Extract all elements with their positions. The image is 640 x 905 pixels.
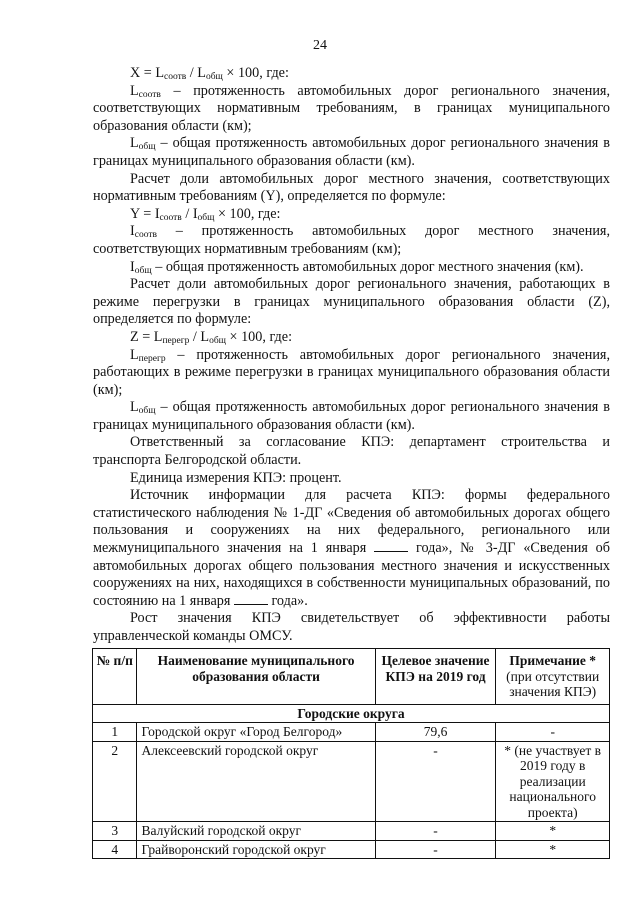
cell-num: 3 [93, 822, 137, 841]
definition-l-obsch: $L_{общ}$ – общая протяженность автомобильных дорог регионального значения в границах муниципального образования области (км). [93, 135, 610, 169]
formula-z: $Z = L_{перегр} / L_{общ} \times 100$, где: [130, 328, 293, 346]
cell-note: * (не участвует в 2019 году в реализации национального проекта) [496, 741, 610, 822]
cell-name: Алексеевский городской округ [137, 741, 375, 822]
cell-target: - [375, 840, 496, 859]
cell-target: - [375, 822, 496, 841]
definition-l-peregr: $L_{перегр}$ – протяженность автомобильных дорог регионального значения, работающих в режиме перегрузки в границах муниципального образования области (км); [93, 346, 610, 398]
paragraph-unit: Единица измерения КПЭ: процент. [130, 469, 342, 486]
blank-line [234, 593, 268, 605]
header-num: № п/п [93, 649, 137, 705]
table-row [93, 822, 610, 841]
cell-name: Валуйский городской округ [137, 822, 375, 841]
formula-x: $X = L_{соотв} / L_{общ} \times 100$, где: [130, 65, 289, 82]
paragraph-overload: Расчет доли автомобильных дорог регионального значения, работающих в режиме перегрузки в границах муниципального образования области (Z), определяется по формуле: [93, 276, 610, 328]
cell-num: 4 [93, 840, 137, 859]
formula-y: $Y = I_{соотв} / I_{общ} \times 100$, где: [130, 205, 281, 223]
table-group-row [93, 704, 610, 723]
table-row [93, 840, 610, 859]
header-name: Наименование муниципального образования области [137, 649, 375, 705]
header-note: Примечание * (при отсутствии значения КПЭ) [496, 649, 610, 705]
cell-note: * [496, 840, 610, 859]
document-body [93, 65, 610, 646]
blank-line [374, 540, 408, 552]
definition-i-obsch: $I_{общ}$ – общая протяженность автомобильных дорог местного значения (км). [130, 258, 584, 276]
definition-i-sootv: $I_{соотв}$ – протяженность автомобильных дорог местного значения, соответствующих нормативным требованиям (км); [93, 223, 610, 257]
kpe-table [92, 648, 610, 859]
definition-l-obsch-2: $L_{общ}$ – общая протяженность автомобильных дорог регионального значения в границах муниципального образования области (км). [93, 399, 610, 433]
table-header-row [93, 649, 610, 705]
paragraph-source: Источник информации для расчета КПЭ: формы федерального статистического наблюдения № 1-ДГ «Сведения об автомобильных дорогах общего пользования и сооружениях на них федерального, регионального или межмуниципального значения на 1 января года», № 3-ДГ «Сведения об автомобильных дорогах общего пользования местного значения и искусственных сооружениях на них, находящихся в собственности муниципальных образований, по состоянию на 1 января года». [93, 487, 610, 609]
paragraph-responsible: Ответственный за согласование КПЭ: департамент строительства и транспорта Белгородской области. [93, 434, 610, 469]
cell-num: 2 [93, 741, 137, 822]
cell-target: 79,6 [375, 723, 496, 742]
table-row [93, 723, 610, 742]
definition-l-sootv: $L_{соотв}$ – протяженность автомобильных дорог регионального значения, соответствующих нормативным требованиям, в границах муниципального образования области (км); [93, 82, 610, 134]
cell-note: - [496, 723, 610, 742]
cell-name: Городской округ «Город Белгород» [137, 723, 375, 742]
cell-num: 1 [93, 723, 137, 742]
cell-note: * [496, 822, 610, 841]
paragraph-local-roads: Расчет доли автомобильных дорог местного значения, соответствующих нормативным требованиям (Y), определяется по формуле: [93, 170, 610, 205]
page-number: 24 [313, 38, 327, 53]
table-row [93, 741, 610, 822]
cell-target: - [375, 741, 496, 822]
paragraph-growth: Рост значения КПЭ свидетельствует об эффективности работы управленческой команды ОМСУ. [93, 610, 610, 644]
cell-name: Грайворонский городской округ [137, 840, 375, 859]
group-label: Городские округа [93, 704, 610, 723]
header-target: Целевое значение КПЭ на 2019 год [375, 649, 496, 705]
